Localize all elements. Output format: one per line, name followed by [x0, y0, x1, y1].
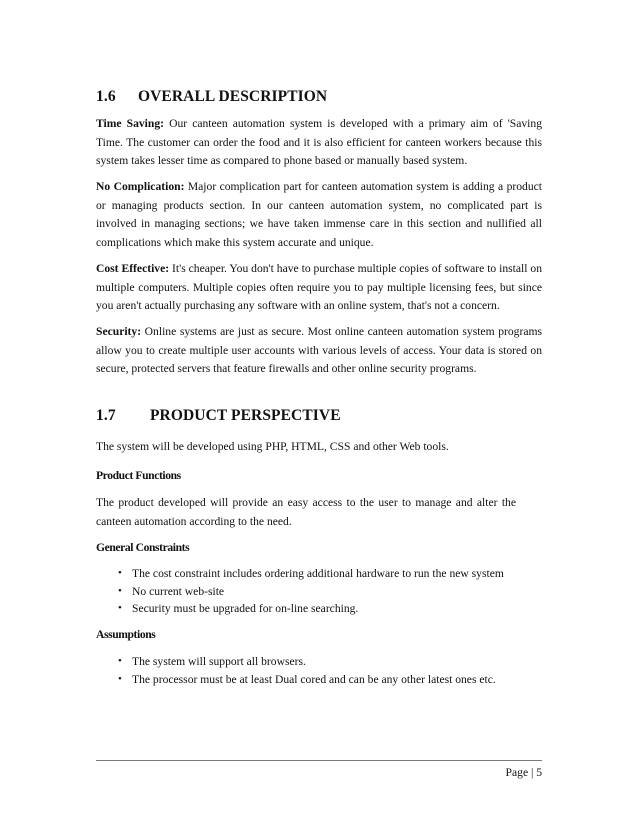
bullet-icon: • [118, 567, 122, 579]
paragraph-security [96, 323, 542, 379]
footer-divider [96, 760, 542, 761]
section-number: 1.6 [96, 88, 116, 105]
subheading-assumptions: Assumptions [96, 628, 156, 641]
paragraph-label: Cost Effective: [96, 262, 170, 275]
bullet-icon: • [118, 672, 122, 685]
bullet-icon: • [118, 584, 122, 597]
list-item [96, 600, 504, 618]
section-heading-product-perspective [96, 407, 341, 425]
list-item-text: No current web-site [132, 584, 225, 598]
paragraph-product-functions: The product developed will provide an easy access to the user to manage and alter the canteen automation according to the need. [96, 496, 516, 528]
paragraph-label: Security: [96, 325, 142, 338]
list-item [96, 671, 496, 689]
paragraph-text: It's cheaper. You don't have to purchase multiple copies of software to install on multiple computers. Multiple copies often require you to pay multiple licensing fees, but since you aren't actually purchasing any software with an online system, that's not a concern. [96, 262, 542, 312]
document-page [96, 0, 542, 826]
paragraph-no-complication [96, 178, 542, 252]
bullet-icon: • [118, 655, 122, 667]
section-heading-overall-description [96, 88, 327, 106]
general-constraints-list [96, 565, 504, 618]
list-item-text: The system will support all browsers. [132, 655, 306, 668]
list-item [96, 653, 496, 671]
section-title: PRODUCT PERSPECTIVE [149, 407, 341, 424]
list-item [96, 583, 504, 601]
paragraph-time-saving [96, 115, 542, 171]
list-item-text: Security must be upgraded for on-line searching. [132, 602, 359, 615]
list-item-text: The cost constraint includes ordering additional hardware to run the new system [132, 567, 504, 580]
paragraph-label: No Complication: [96, 180, 185, 193]
subheading-general-constraints: General Constraints [96, 541, 190, 554]
section-title: OVERALL DESCRIPTION [137, 88, 328, 105]
section-number: 1.7 [96, 407, 116, 424]
list-item-text: The processor must be at least Dual cored and can be any other latest ones etc. [132, 672, 496, 686]
assumptions-list [96, 653, 496, 688]
paragraph-text: Our canteen automation system is developed with a primary aim of 'Saving Time. The customer can order the food and it is also efficient for canteen workers because this system takes lesser time as compared to phone based or manually based system. [96, 117, 542, 167]
paragraph-text: Online systems are just as secure. Most online canteen automation system programs allow you to create multiple user accounts with various levels of access. Your data is stored on secure, protected servers that feature firewalls and other online security programs. [96, 325, 542, 375]
page-number: Page | 5 [505, 766, 542, 779]
subheading-product-functions: Product Functions [96, 469, 181, 482]
paragraph-label: Time Saving: [96, 117, 165, 130]
paragraph-cost-effective [96, 260, 542, 316]
bullet-icon: • [118, 602, 122, 614]
list-item [96, 565, 504, 583]
paragraph-intro: The system will be developed using PHP, HTML, CSS and other Web tools. [96, 440, 449, 453]
paragraph-text: Major complication part for canteen automation system is adding a product or managing products section. In our canteen automation system, no complicated part is involved in managing sections; we have taken immense care in this section and nullified all complications which make this system accurate and unique. [96, 180, 542, 249]
